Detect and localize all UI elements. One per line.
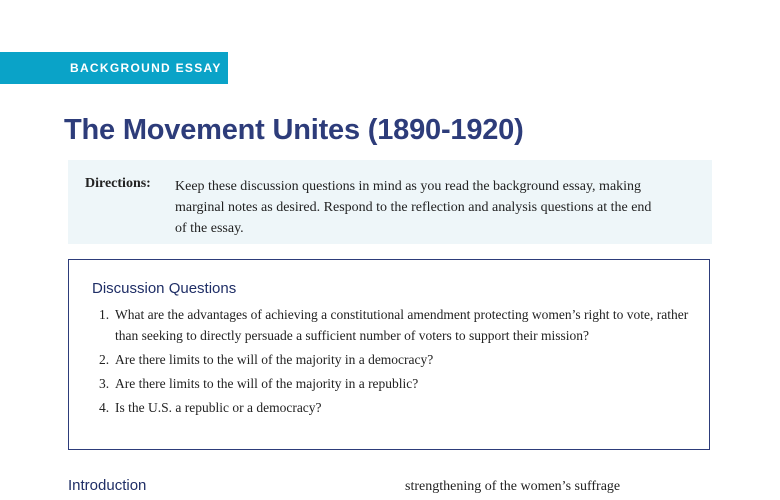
question-text: Are there limits to the will of the majority in a democracy?: [115, 352, 434, 367]
directions-label: Directions:: [85, 176, 151, 191]
question-text: Are there limits to the will of the majority in a republic?: [115, 376, 419, 391]
section-tag: [0, 52, 228, 84]
question-item: [99, 373, 689, 394]
question-text: What are the advantages of achieving a constitutional amendment protecting women’s right to vote, rather than seeking to directly persuade a sufficient number of voters to support their mission?: [115, 307, 689, 343]
directions-text: Keep these discussion questions in mind as you read the background essay, making marginal notes as desired. Respond to the reflection and analysis questions at the end of the essay.: [175, 179, 652, 236]
question-number: 4.: [99, 400, 110, 415]
discussion-questions-list: [99, 304, 689, 421]
question-text: Is the U.S. a republic or a democracy?: [115, 400, 322, 415]
discussion-questions-box: [68, 259, 710, 450]
introduction-heading: Introduction: [68, 477, 147, 494]
section-tag-label: BACKGROUND ESSAY: [70, 61, 222, 75]
question-item: [99, 304, 689, 346]
discussion-questions-heading: Discussion Questions: [92, 280, 237, 297]
page-title: The Movement Unites (1890-1920): [64, 114, 524, 146]
directions-box: [68, 160, 712, 244]
question-number: 2.: [99, 352, 110, 367]
question-number: 1.: [99, 307, 110, 322]
essay-column-2-text: strengthening of the women’s suffrage: [405, 479, 621, 494]
question-item: [99, 397, 689, 418]
question-item: [99, 349, 689, 370]
question-number: 3.: [99, 376, 110, 391]
